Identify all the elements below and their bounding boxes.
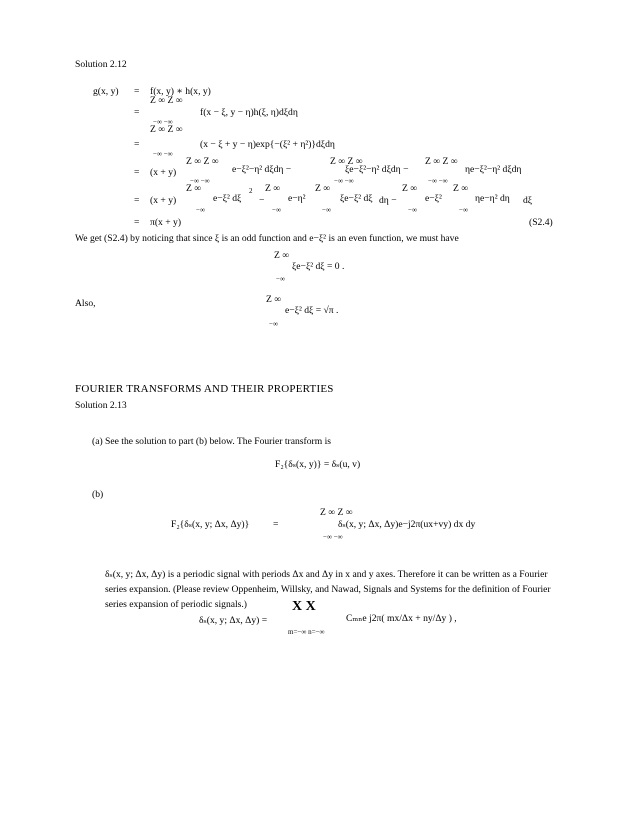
eq-line-5b: e−ξ² dξ xyxy=(213,193,242,204)
eq-line-5f: dη − xyxy=(379,195,397,206)
series-rhs: Cₘₙe j2π( mx/Δx + ny/Δy ) , xyxy=(346,613,457,624)
eq-line-6: π(x + y) xyxy=(150,217,182,228)
part-b-lhs: F₂{δₛ(x, y; Δx, Δy)} xyxy=(171,519,250,530)
integral-limits-top: Z ∞ xyxy=(453,183,469,194)
square-exponent: 2 xyxy=(249,187,253,195)
integral-limits-bottom: −∞ xyxy=(276,275,285,283)
eq-line-5g: e−ξ² xyxy=(425,193,442,204)
integral-limits-bottom: −∞ −∞ xyxy=(334,177,354,185)
integral-limits-bottom: −∞ −∞ xyxy=(190,177,210,185)
part-a-text: (a) See the solution to part (b) below. The Fourier transform is xyxy=(92,436,331,447)
integral-limits-bottom: −∞ xyxy=(269,320,278,328)
eq-lhs: g(x, y) xyxy=(93,86,119,97)
solution-2-12-title: Solution 2.12 xyxy=(75,59,127,70)
integral-limits-bottom: −∞ xyxy=(408,206,417,214)
eq-line-4d: ηe−ξ²−η² dξdη xyxy=(465,164,522,175)
eq-line-2: f(x − ξ, y − η)h(ξ, η)dξdη xyxy=(200,107,298,118)
eq-line-5c: − xyxy=(259,195,265,206)
solution-2-13-title: Solution 2.13 xyxy=(75,400,127,411)
section-heading: FOURIER TRANSFORMS AND THEIR PROPERTIES xyxy=(75,383,334,395)
integral-limits-bottom: −∞ −∞ xyxy=(323,533,343,541)
integral-limits-top: Z ∞ Z ∞ xyxy=(425,156,458,167)
integral-limits-top: Z ∞ xyxy=(265,183,281,194)
eq-line-5i: dξ xyxy=(523,195,533,206)
eq-sign-2: = xyxy=(134,107,140,118)
series-limits: m=−∞ n=−∞ xyxy=(288,628,325,636)
part-b-eq-sign: = xyxy=(273,519,279,530)
eq-sign-1: = xyxy=(134,86,140,97)
periodic-signal-paragraph: δₛ(x, y; Δx, Δy) is a periodic signal with periods Δx and Δy in x and y axes. Therefore it can be written as a Fourier series expansion. (Please review Oppenheim, Willsky, and Nawad, Signals and Systems for the definition of Fourier series expansion of periodic signals.) xyxy=(105,569,551,610)
integral-limits-top: Z ∞ Z ∞ xyxy=(186,156,219,167)
part-a-equation: F₂{δₛ(x, y)} = δₛ(u, v) xyxy=(275,459,361,470)
integral-limits-bottom: −∞ xyxy=(272,206,281,214)
eq-line-5h: ηe−η² dη xyxy=(475,193,510,204)
integral-limits-top: Z ∞ xyxy=(274,250,290,261)
integral-limits-top: Z ∞ xyxy=(402,183,418,194)
eq-line-5a: (x + y) xyxy=(150,195,177,206)
integral-limits-top: Z ∞ Z ∞ xyxy=(150,124,183,135)
gaussian-integral: e−ξ² dξ = √π . xyxy=(285,305,339,316)
eq-line-4a: (x + y) xyxy=(150,167,177,178)
integral-limits-top: Z ∞ Z ∞ xyxy=(150,95,183,106)
eq-sign-3: = xyxy=(134,139,140,150)
integral-limits-top: Z ∞ xyxy=(315,183,331,194)
integral-limits-top: Z ∞ xyxy=(186,183,202,194)
series-lhs: δₛ(x, y; Δx, Δy) = xyxy=(199,615,268,626)
integral-limits-bottom: −∞ xyxy=(196,206,205,214)
integral-limits-bottom: −∞ −∞ xyxy=(153,118,173,126)
integral-limits-bottom: −∞ −∞ xyxy=(428,177,448,185)
integral-limits-bottom: −∞ xyxy=(322,206,331,214)
integral-limits-top: Z ∞ Z ∞ xyxy=(330,156,363,167)
part-b-label: (b) xyxy=(92,489,104,500)
eq-line-4c: ξe−ξ²−η² dξdη − xyxy=(345,164,409,175)
also-label: Also, xyxy=(75,298,96,309)
eq-line-5d: e−η² xyxy=(288,193,306,204)
eq-line-3: (x − ξ + y − η)exp{−(ξ² + η²)}dξdη xyxy=(200,139,335,150)
integral-limits-bottom: −∞ xyxy=(459,206,468,214)
eq-sign-6: = xyxy=(134,217,140,228)
eq-line-1: f(x, y) ∗ h(x, y) xyxy=(150,86,211,97)
double-sum-symbol: X X xyxy=(292,599,316,614)
part-b-rhs: δₛ(x, y; Δx, Δy)e−j2π(ux+vy) dx dy xyxy=(338,519,476,530)
eq-line-5e: ξe−ξ² dξ xyxy=(340,193,373,204)
odd-integral: ξe−ξ² dξ = 0 . xyxy=(292,261,345,272)
eq-sign-5: = xyxy=(134,195,140,206)
equation-tag: (S2.4) xyxy=(529,217,553,228)
integral-limits-top: Z ∞ Z ∞ xyxy=(320,507,353,518)
integral-limits-top: Z ∞ xyxy=(266,294,282,305)
integral-limits-bottom: −∞ −∞ xyxy=(153,150,173,158)
eq-line-4b: e−ξ²−η² dξdη − xyxy=(232,164,292,175)
eq-sign-4: = xyxy=(134,167,140,178)
odd-even-note: We get (S2.4) by noticing that since ξ is an odd function and e−ξ² is an even function, we must have xyxy=(75,233,459,244)
